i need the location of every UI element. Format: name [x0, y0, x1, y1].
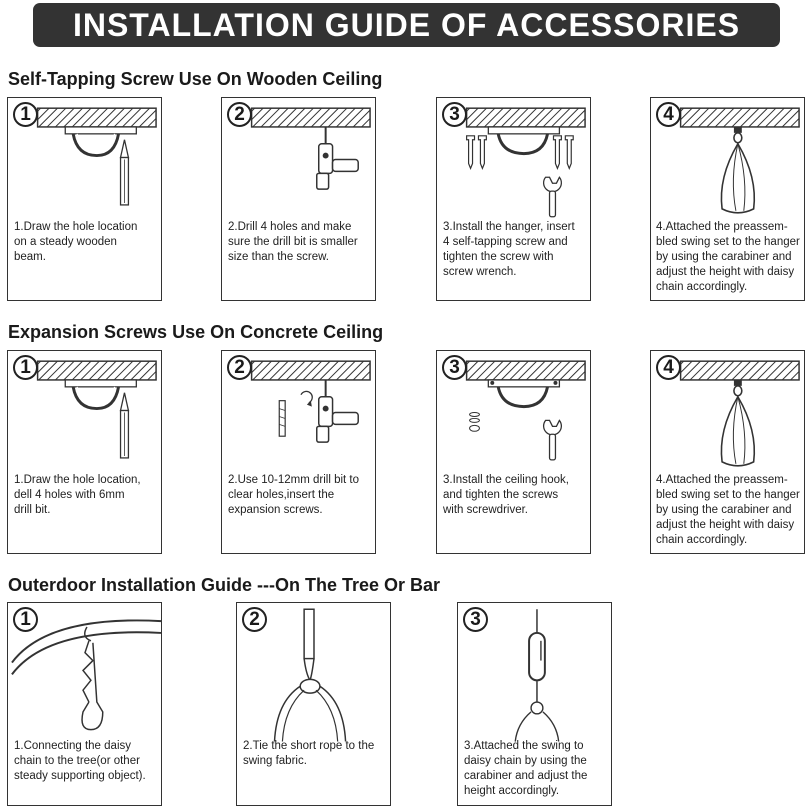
step-panel-concrete-4	[650, 350, 805, 554]
step-panel-outdoor-1	[7, 602, 162, 806]
step-caption: 1.Connecting the daisy chain to the tree(or other steady supporting object).	[14, 740, 146, 782]
step-panel-concrete-3	[436, 350, 591, 554]
swing-icon	[721, 397, 754, 466]
ceiling-board-icon	[252, 361, 370, 380]
wrench-icon	[544, 420, 562, 459]
step-panel-concrete-2	[221, 350, 376, 554]
step-caption: 3.Attached the swing to daisy chain by using the carabiner and adjust the height accordingly.	[464, 740, 588, 797]
step-caption: 4.Attached the preassem- bled swing set to the hanger by using the carabiner and adjust the height with daisy chain accordingly.	[656, 474, 800, 546]
banner	[33, 3, 780, 47]
step-number: 1	[13, 355, 38, 380]
step-number: 1	[13, 102, 38, 127]
rope-knot-icon	[275, 679, 346, 741]
step-number: 3	[442, 355, 467, 380]
step-number: 4	[656, 355, 681, 380]
step-panel-wood-1	[7, 97, 162, 301]
step-panel-wood-2	[221, 97, 376, 301]
swing-icon	[515, 680, 558, 741]
step-panel-wood-4	[650, 97, 805, 301]
step-number: 2	[227, 355, 252, 380]
step-caption: 3.Install the hanger, insert 4 self-tapping screw and tighten the screw with screw wrench.	[443, 221, 575, 278]
banner-title: INSTALLATION GUIDE OF ACCESSORIES	[72, 6, 741, 43]
carabiner-icon	[529, 633, 545, 680]
daisy-chain-icon	[82, 627, 103, 730]
step-illustration	[237, 603, 390, 805]
section-title-wooden: Self-Tapping Screw Use On Wooden Ceiling	[8, 69, 383, 89]
expansion-screw-icon	[279, 401, 285, 437]
swing-icon	[721, 144, 754, 213]
step-number: 3	[463, 607, 488, 632]
step-number: 3	[442, 102, 467, 127]
step-illustration	[437, 351, 590, 553]
step-number: 2	[227, 102, 252, 127]
step-caption: 1.Draw the hole location on a steady wooden beam.	[14, 221, 138, 263]
section-title-outdoor: Outerdoor Installation Guide ---On The Tree Or Bar	[8, 575, 441, 595]
step-panel-outdoor-3	[457, 602, 612, 806]
drill-icon	[317, 380, 358, 442]
ceiling-mount-icon	[488, 127, 559, 154]
ceiling-board-icon	[38, 108, 156, 127]
wrench-icon	[544, 177, 562, 216]
step-panel-concrete-1	[7, 350, 162, 554]
step-caption: 2.Drill 4 holes and make sure the drill bit is smaller size than the screw.	[228, 221, 358, 263]
screw-icon	[470, 413, 480, 432]
ceiling-board-icon	[38, 361, 156, 380]
step-number: 2	[242, 607, 267, 632]
step-illustration	[222, 351, 375, 553]
pencil-icon	[121, 393, 129, 458]
step-illustration	[8, 351, 161, 553]
ceiling-board-icon	[467, 108, 585, 127]
step-number: 4	[656, 102, 681, 127]
step-panel-outdoor-2	[236, 602, 391, 806]
step-illustration	[8, 98, 161, 300]
fabric-icon	[304, 609, 314, 680]
ceiling-board-icon	[467, 361, 585, 380]
step-panel-wood-3	[436, 97, 591, 301]
rotate-arrow-icon	[301, 391, 312, 406]
ceiling-mount-icon	[488, 380, 559, 407]
section-title-concrete: Expansion Screws Use On Concrete Ceiling	[8, 322, 384, 342]
ceiling-board-icon	[681, 108, 799, 127]
carabiner-icon	[734, 127, 742, 143]
ceiling-board-icon	[681, 361, 799, 380]
ceiling-board-icon	[252, 108, 370, 127]
step-caption: 3.Install the ceiling hook, and tighten the screws with screwdriver.	[443, 474, 569, 516]
pencil-icon	[121, 140, 129, 205]
drill-icon	[317, 127, 358, 189]
step-caption: 1.Draw the hole location, dell 4 holes with 6mm drill bit.	[14, 474, 141, 516]
step-caption: 2.Use 10-12mm drill bit to clear holes,insert the expansion screws.	[228, 474, 360, 516]
step-caption: 4.Attached the preassem- bled swing set to the hanger by using the carabiner and adjust the height with daisy chain accordingly.	[656, 221, 800, 293]
step-caption: 2.Tie the short rope to the swing fabric.	[243, 740, 375, 767]
carabiner-icon	[734, 380, 742, 396]
step-illustration	[222, 98, 375, 300]
step-number: 1	[13, 607, 38, 632]
